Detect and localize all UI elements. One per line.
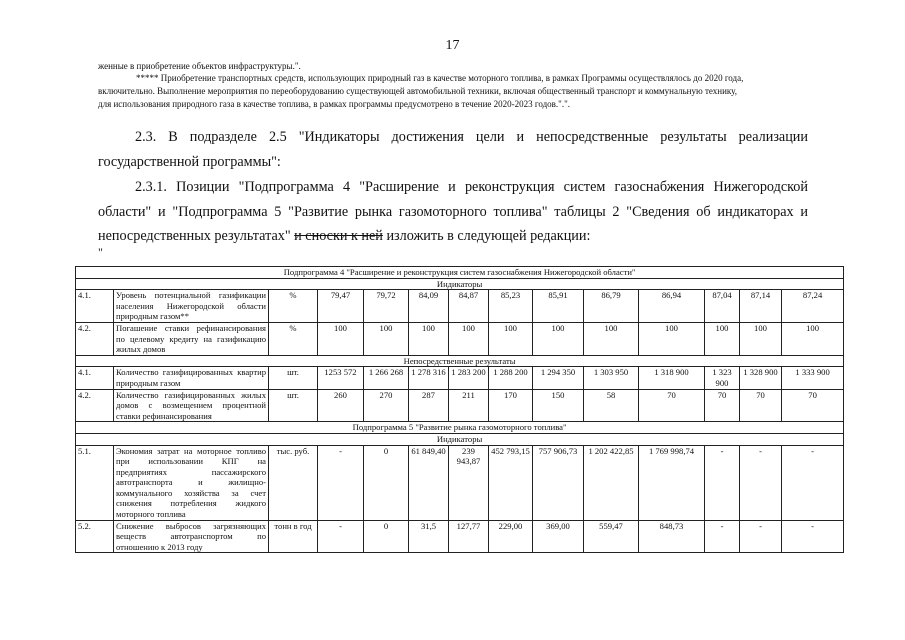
footnote-5-line-2: включительно. Выполнение мероприятия по переоборудованию существующей автомобильной техники, включая общественный транспорт и коммунальную технику, [98,86,737,96]
subprogram-5-title [76,422,844,434]
subprogram-5-title-cell: Подпрограмма 5 "Развитие рынка газомоторного топлива" [76,422,844,434]
value-cell: 84,87 [449,290,489,323]
value-cell: 239 943,87 [449,445,489,520]
value-cell: 100 [364,322,409,355]
value-cell: 452 793,15 [489,445,533,520]
subprogram-4-title [76,267,844,279]
value-cell: 100 [740,322,782,355]
unit-cell: % [269,290,318,323]
value-cell: 1 318 900 [639,367,705,389]
value-cell: - [318,445,364,520]
value-cell: 1253 572 [318,367,364,389]
footnote-5-line-1: ***** Приобретение транспортных средств, использующих природный газ в качестве моторного топлива, в рамках Программы осуществлялось до 2020 года, [136,73,744,83]
value-cell: 87,04 [705,290,740,323]
value-cell: - [782,445,844,520]
indicators-header-cell: Индикаторы [76,278,844,290]
value-cell: - [740,445,782,520]
value-cell: 100 [409,322,449,355]
value-cell: 87,14 [740,290,782,323]
row-number: 4.1. [76,367,114,389]
value-cell: 1 303 950 [584,367,639,389]
value-cell: 87,24 [782,290,844,323]
value-cell: 1 328 900 [740,367,782,389]
value-cell: - [705,445,740,520]
paragraph-2-3: 2.3. В подразделе 2.5 "Индикаторы достижения цели и непосредственные результаты реализации государственной программы": [98,129,808,170]
value-cell: 100 [705,322,740,355]
value-cell: 150 [533,389,584,422]
paragraph-2-3-1 [98,175,808,249]
value-cell: 1 283 200 [449,367,489,389]
value-cell: 369,00 [533,520,584,553]
unit-cell: шт. [269,389,318,422]
value-cell: - [705,520,740,553]
value-cell: 229,00 [489,520,533,553]
value-cell: 1 202 422,85 [584,445,639,520]
value-cell: - [318,520,364,553]
indicators-table [75,266,844,553]
subprogram-4-title-cell: Подпрограмма 4 "Расширение и реконструкция систем газоснабжения Нижегородской области" [76,267,844,279]
value-cell: - [740,520,782,553]
value-cell: 79,72 [364,290,409,323]
value-cell: 86,79 [584,290,639,323]
value-cell: 100 [533,322,584,355]
table-body [76,267,844,553]
unit-cell: % [269,322,318,355]
table-row [76,367,844,389]
value-cell: 70 [740,389,782,422]
value-cell: 100 [782,322,844,355]
value-cell: 70 [639,389,705,422]
value-cell: 84,09 [409,290,449,323]
value-cell: 1 323 900 [705,367,740,389]
value-cell: 58 [584,389,639,422]
value-cell: 0 [364,445,409,520]
indicator-name: Экономия затрат на моторное топливо при использовании КПГ на предприятиях пассажирского автотранспорта и жилищно-коммунального хозяйства за счет снижения потребления жидкого моторного топлива [114,445,269,520]
table-row [76,322,844,355]
value-cell: 85,91 [533,290,584,323]
value-cell: 100 [318,322,364,355]
value-cell: 170 [489,389,533,422]
indicator-name: Погашение ставки рефинансирования по целевому кредиту на газификацию жилых домов [114,322,269,355]
indicators-header [76,278,844,290]
footnote-5-line-3: для использования природного газа в качестве топлива, в рамках программы предусмотрено в течение 2020-2023 годов.".". [98,99,571,109]
value-cell: - [782,520,844,553]
value-cell: 86,94 [639,290,705,323]
row-number: 4.2. [76,389,114,422]
row-number: 5.1. [76,445,114,520]
row-number: 4.1. [76,290,114,323]
table-row [76,290,844,323]
value-cell: 1 266 268 [364,367,409,389]
table-row [76,520,844,553]
indicator-name: Количество газифицированных жилых домов с возмещением процентной ставки рефинансирования [114,389,269,422]
footnote-5 [98,72,848,111]
value-cell: 100 [639,322,705,355]
unit-cell: тонн в год [269,520,318,553]
value-cell: 127,77 [449,520,489,553]
value-cell: 1 769 998,74 [639,445,705,520]
value-cell: 0 [364,520,409,553]
value-cell: 559,47 [584,520,639,553]
struck-text: и сноски к ней [294,228,383,244]
value-cell: 70 [705,389,740,422]
value-cell: 31,5 [409,520,449,553]
indicator-name: Снижение выбросов загрязняющих веществ автотранспортом по отношению к 2013 году [114,520,269,553]
value-cell: 1 333 900 [782,367,844,389]
indicator-name: Количество газифицированных квартир природным газом [114,367,269,389]
opening-quote: " [98,245,103,259]
indicator-name: Уровень потенциальной газификации населения Нижегородской области природным газом** [114,290,269,323]
row-number: 5.2. [76,520,114,553]
indicators-header-cell: Индикаторы [76,433,844,445]
indicators-header [76,433,844,445]
value-cell: 70 [782,389,844,422]
row-number: 4.2. [76,322,114,355]
value-cell: 85,23 [489,290,533,323]
page-number: 17 [445,38,460,53]
value-cell: 848,73 [639,520,705,553]
value-cell: 100 [584,322,639,355]
value-cell: 79,47 [318,290,364,323]
value-cell: 100 [489,322,533,355]
value-cell: 1 294 350 [533,367,584,389]
table-row [76,389,844,422]
unit-cell: шт. [269,367,318,389]
value-cell: 270 [364,389,409,422]
unit-cell: тыс. руб. [269,445,318,520]
value-cell: 1 278 316 [409,367,449,389]
paragraph-2-3-1-text: 2.3.1. Позиции "Подпрограмма 4 "Расширение и реконструкция систем газоснабжения Нижегородской области" и "Подпрограмма 5 "Развитие рынка газомоторного топлива" таблицы 2 "Сведения об индикаторах и непосредственных результатах" [98,179,808,244]
paragraph-2-3-1-end: изложить в следующей редакции: [386,228,591,244]
table-row [76,445,844,520]
value-cell: 100 [449,322,489,355]
value-cell: 61 849,40 [409,445,449,520]
value-cell: 1 288 200 [489,367,533,389]
results-header-cell: Непосредственные результаты [76,355,844,367]
footnote-tail: женные в приобретение объектов инфраструктуры.". [98,61,301,71]
value-cell: 211 [449,389,489,422]
value-cell: 287 [409,389,449,422]
value-cell: 757 906,73 [533,445,584,520]
value-cell: 260 [318,389,364,422]
results-header [76,355,844,367]
